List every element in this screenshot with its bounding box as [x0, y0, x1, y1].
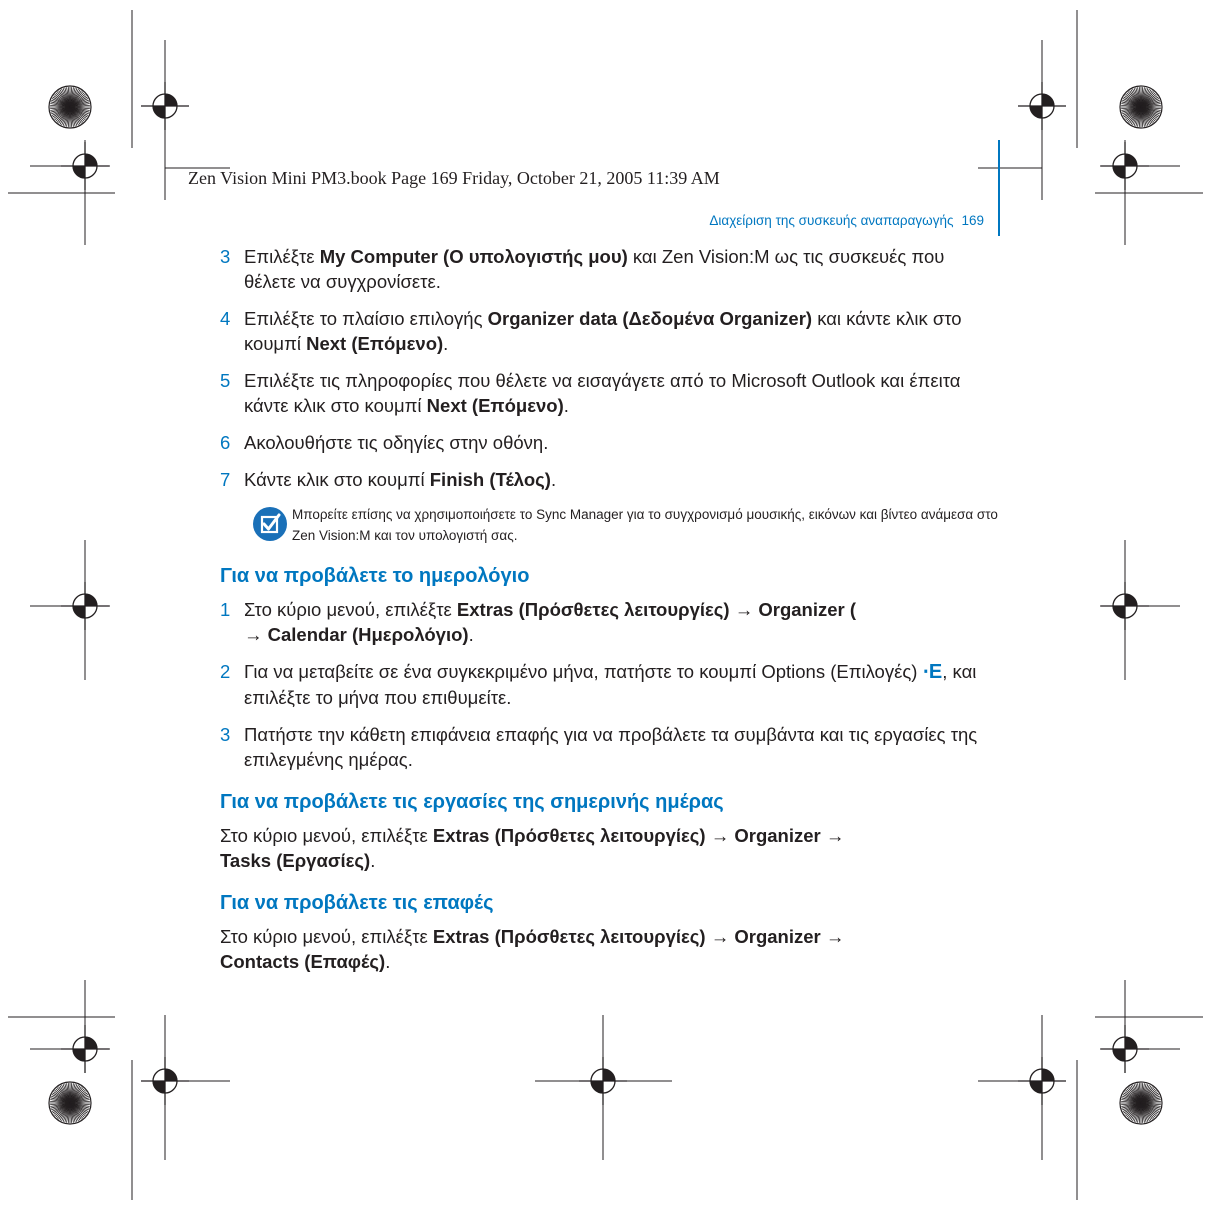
step-text: . [563, 395, 569, 416]
checkmark-note-icon [253, 507, 287, 541]
para-text: . [370, 850, 376, 871]
contacts-paragraph [220, 924, 1000, 974]
running-head-rule [998, 140, 1000, 236]
running-head [709, 213, 984, 228]
step-text: Επιλέξτε τις πληροφορίες που θέλετε να εισαγάγετε από το Microsoft Outlook και έπειτα κάντε κλικ στο κουμπί [244, 370, 961, 416]
step-text: και κάντε κλικ στο κουμπί [244, 308, 962, 354]
section-heading-calendar: Για να προβάλετε το ημερολόγιο [220, 565, 530, 587]
step-number: 6 [220, 432, 231, 453]
step-text: Για να μεταβείτε σε ένα συγκεκριμένο μήνα, πατήστε το κουμπί Options (Επιλογές) [244, 661, 923, 682]
arrow-icon: → [244, 624, 268, 645]
step-number: 2 [220, 661, 231, 682]
step-ui-term: Finish (Τέλος) [429, 469, 551, 490]
step-number: 4 [220, 308, 231, 329]
step-number: 3 [220, 724, 231, 745]
step-ui-term: Extras (Πρόσθετες λειτουργίες) [456, 599, 730, 620]
step-ui-term: Next (Επόμενο) [306, 333, 444, 354]
step-text: . [550, 469, 557, 490]
step-3 [220, 244, 1000, 294]
page-body [220, 244, 1000, 982]
tasks-paragraph [220, 823, 1000, 873]
para-text: Στο κύριο μενού, επιλέξτε [220, 825, 433, 846]
registration-mark-icon [1101, 142, 1149, 190]
step-text: . [443, 333, 449, 354]
step-text: Ακολουθήστε τις οδηγίες στην οθόνη. [244, 432, 549, 453]
calendar-step-3 [220, 722, 1000, 772]
registration-mark-icon [61, 142, 109, 190]
starburst-mark-icon [49, 1082, 91, 1124]
note-box [220, 504, 1000, 546]
starburst-mark-icon [1120, 1082, 1162, 1124]
step-text: Στο κύριο μενού, επιλέξτε [244, 599, 457, 620]
registration-mark-icon [1018, 1057, 1066, 1105]
calendar-step-1 [220, 597, 1000, 647]
registration-mark-icon [1101, 582, 1149, 630]
ui-term: Organizer [734, 825, 821, 846]
calendar-step-2 [220, 659, 1000, 710]
ui-term: Organizer [734, 926, 821, 947]
step-number: 7 [220, 469, 231, 490]
step-number: 3 [220, 246, 231, 267]
step-ui-term: Organizer data (Δεδομένα Organizer) [487, 308, 813, 329]
arrow-icon: → [820, 926, 845, 947]
registration-mark-icon [141, 82, 189, 130]
book-slug-line: Zen Vision Mini PM3.book Page 169 Friday, October 21, 2005 11:39 AM [188, 168, 720, 188]
ui-term: Contacts (Επαφές) [220, 951, 386, 972]
ui-term: Extras (Πρόσθετες λειτουργίες) [432, 825, 706, 846]
section-heading-contacts: Για να προβάλετε τις επαφές [220, 892, 494, 914]
arrow-icon: → [729, 599, 759, 620]
step-text: Επιλέξτε [244, 246, 320, 267]
ui-term: Tasks (Εργασίες) [220, 850, 371, 871]
para-text: . [385, 951, 391, 972]
registration-mark-icon [61, 582, 109, 630]
step-7 [220, 467, 1000, 492]
note-text: Μπορείτε επίσης να χρησιμοποιήσετε το Sync Manager για το συγχρονισμό μουσικής, εικόνων και βίντεο ανάμεσα στο Zen Vision:M και τον υπολογιστή σας. [292, 507, 998, 543]
arrow-icon: → [705, 825, 735, 846]
step-ui-term: Next (Επόμενο) [426, 395, 564, 416]
step-5 [220, 368, 1000, 418]
step-text: . [468, 624, 474, 645]
step-text: , και επιλέξτε το μήνα που επιθυμείτε. [244, 661, 977, 708]
step-6 [220, 430, 1000, 455]
ui-term: Extras (Πρόσθετες λειτουργίες) [432, 926, 706, 947]
registration-mark-icon [1018, 82, 1066, 130]
registration-mark-icon [579, 1057, 627, 1105]
step-ui-term: My Computer (O υπολογιστής μου) [319, 246, 628, 267]
step-number: 1 [220, 599, 231, 620]
para-text: Στο κύριο μενού, επιλέξτε [220, 926, 433, 947]
step-ui-term: Calendar (Ημερολόγιο) [267, 624, 469, 645]
section-heading-tasks: Για να προβάλετε τις εργασίες της σημερινής ημέρας [220, 791, 724, 813]
starburst-mark-icon [1120, 86, 1162, 128]
running-head-title: Διαχείριση της συσκευής αναπαραγωγής [709, 213, 954, 228]
step-4 [220, 306, 1000, 356]
step-ui-term: Organizer ( [758, 599, 857, 620]
registration-mark-icon [141, 1057, 189, 1105]
page-number: 169 [961, 213, 984, 228]
step-text: Κάντε κλικ στο κουμπί [244, 469, 430, 490]
options-icon: ⋅E [922, 661, 943, 683]
registration-mark-icon [61, 1025, 109, 1073]
starburst-mark-icon [49, 86, 91, 128]
step-text: και Zen Vision:M ως τις συσκευές που θέλετε να συγχρονίσετε. [244, 246, 945, 292]
registration-mark-icon [1101, 1025, 1149, 1073]
step-number: 5 [220, 370, 231, 391]
arrow-icon: → [705, 926, 735, 947]
step-text: Επιλέξτε το πλαίσιο επιλογής [244, 308, 488, 329]
arrow-icon: → [820, 825, 845, 846]
step-text: Πατήστε την κάθετη επιφάνεια επαφής για να προβάλετε τα συμβάντα και τις εργασίες της επιλεγμένης ημέρας. [244, 724, 978, 770]
